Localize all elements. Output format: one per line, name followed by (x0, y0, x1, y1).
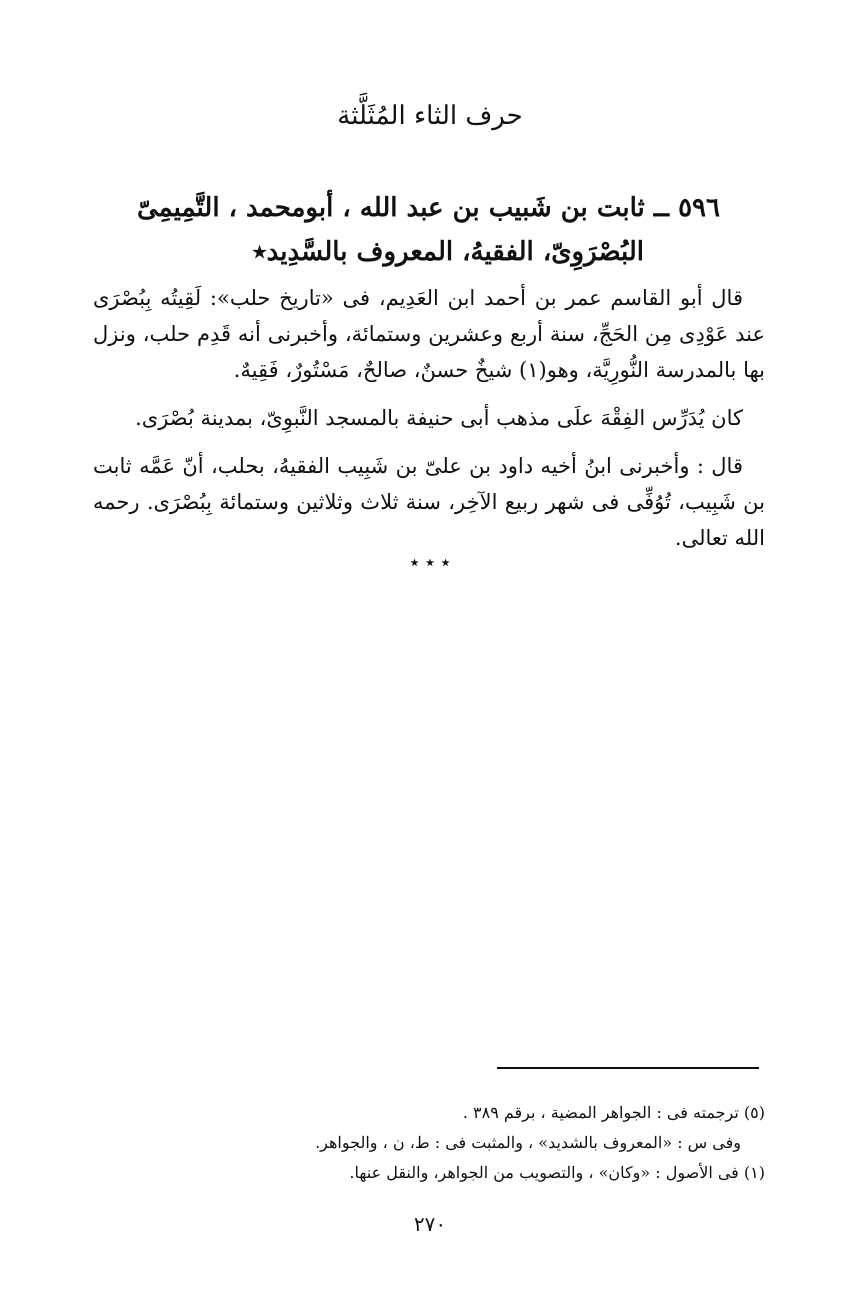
section-title (0, 98, 860, 134)
footnote-star-2: وفى س : «المعروف بالشديد» ، والمثبت فى : ط، ن ، والجواهر. (315, 1133, 741, 1152)
body-paragraph: كان يُدَرِّس الفِقْهَ علَى مذهب أبى حنيفة بالمسجد النَّبوِىّ، بمدينة بُصْرَى. (135, 406, 743, 430)
body-paragraph: قال أبو القاسم عمر بن أحمد ابن العَدِيم، فى «تاريخ حلب»: لَقِيتُه بِبُصْرَى عند عَوْدِى مِن الحَجِّ، سنة أربع وعشرين وستمائة، وأخبرنى أنه قَدِم حلب، ونزل بها بالمدرسة النُّورِيَّة، وهو(١) شيخٌ حسنٌ، صالحٌ، مَسْتُورٌ، فَقِيهٌ. (93, 286, 765, 382)
entry-body (93, 280, 765, 568)
entry-heading-line-2: البُصْرَوِىّ، الفقيهُ، المعروف بالسَّدِيد٭ (252, 237, 644, 267)
page-number: ٢٧٠ (413, 1212, 447, 1236)
entry-heading (120, 186, 720, 274)
footnote-1: (١) فى الأصول : «وكان» ، والتصويب من الجواهر، والنقل عنها. (349, 1163, 765, 1182)
footnotes (93, 1098, 765, 1188)
footnote-rule (497, 1067, 759, 1069)
entry-heading-line-1: ٥٩٦ ــ ثابت بن شَبيب بن عبد الله ، أبومحمد ، التَّمِيمِىّ (136, 193, 720, 223)
body-paragraph: قال : وأخبرنى ابنُ أخيه داود بن علىّ بن شَبِيب الفقيهُ، بحلب، أنّ عَمَّه ثابت بن شَبِيب، تُوُفِّى فى شهر ربيع الآخِر، سنة ثلاث وثلاثين وستمائة بِبُصْرَى. رحمه الله تعالى. (93, 454, 765, 550)
section-separator: ٭ ٭ ٭ (409, 552, 451, 573)
footnote-star-1: (٥) ترجمته فى : الجواهر المضية ، برقم ٣٨٩ . (462, 1103, 765, 1122)
section-title-text: حرف الثاء المُثَلَّثة (337, 101, 523, 131)
